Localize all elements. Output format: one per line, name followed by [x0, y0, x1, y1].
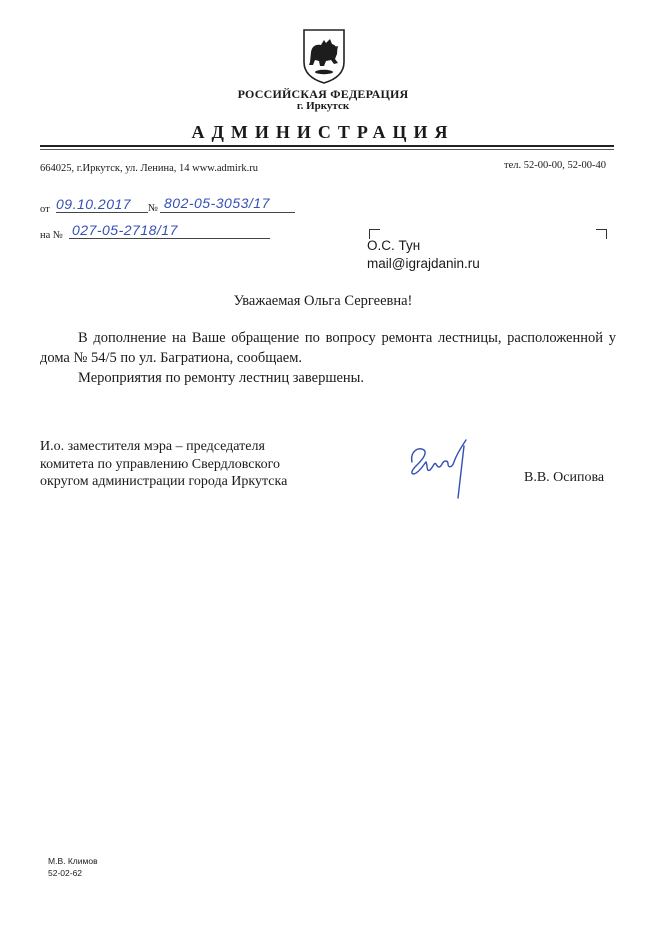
outgoing-number-underline [160, 212, 295, 213]
letterhead-divider-thick [40, 145, 614, 147]
executor-name: М.В. Климов [48, 856, 98, 866]
city-coat-of-arms-icon [302, 28, 346, 84]
handwritten-signature [404, 432, 484, 502]
from-date-handwritten: 09.10.2017 [56, 196, 132, 212]
recipient-email: mail@igrajdanin.ru [367, 256, 480, 271]
from-date-underline [56, 212, 148, 213]
letter-paragraph-1: В дополнение на Ваше обращение по вопросу ремонта лестницы, расположенной у дома № 54/5 по ул. Багратиона, сообщаем. [40, 330, 616, 366]
letterhead-divider-thin [40, 149, 614, 150]
signatory-title-line-1: И.о. заместителя мэра – председателя [40, 439, 265, 454]
signatory-title [40, 438, 287, 491]
from-date-label: от [40, 204, 50, 215]
signatory-title-line-2: комитета по управлению Свердловского [40, 456, 281, 472]
letterhead-city: г. Иркутск [296, 100, 350, 112]
letterhead-address: 664025, г.Иркутск, ул. Ленина, 14 www.admirk.ru [40, 163, 258, 174]
signatory-title-line-3: округом администрации города Иркутска [40, 474, 288, 489]
letterhead-organization: АДМИНИСТРАЦИЯ [191, 122, 455, 142]
letterhead-country: РОССИЙСКАЯ ФЕДЕРАЦИЯ [237, 87, 409, 101]
signatory-name: В.В. Осипова [524, 470, 605, 485]
salutation: Уважаемая Ольга Сергеевна! [233, 293, 413, 309]
executor-phone: 52-02-62 [48, 868, 83, 878]
letterhead-phone: тел. 52-00-00, 52-00-40 [504, 160, 606, 171]
reference-number-handwritten: 027-05-2718/17 [72, 222, 178, 238]
outgoing-number-label: № [148, 203, 159, 214]
outgoing-number-handwritten: 802-05-3053/17 [164, 195, 270, 211]
reference-number-label: на № [40, 230, 63, 241]
address-corner-right [596, 229, 607, 239]
letter-paragraph-2: Мероприятия по ремонту лестниц завершены. [78, 370, 365, 386]
reference-number-underline [69, 238, 270, 239]
recipient-name: О.С. Тун [367, 238, 421, 253]
